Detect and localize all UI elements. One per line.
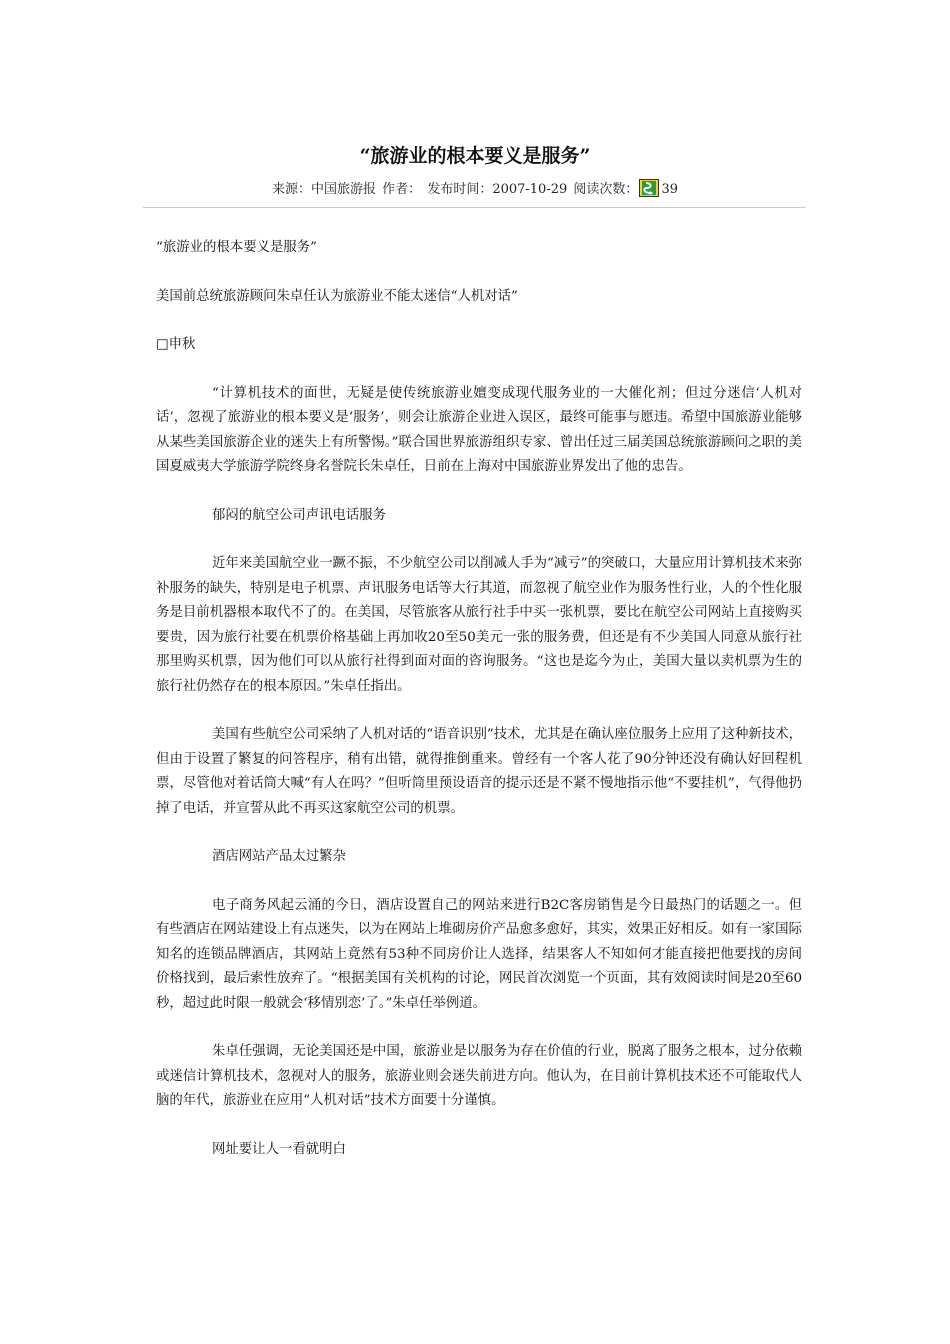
paragraph: 朱卓任强调，无论美国还是中国，旅游业是以服务为存在价值的行业，脱离了服务之根本，过分依赖或迷信计算机技术，忽视对人的服务，旅游业则会迷失前进方向。他认为，在目前计算机技术还不可能取代人脑的年代，旅游业在应用“人机对话”技术方面要十分谨慎。 <box>156 1044 802 1108</box>
green-arrow-icon <box>639 179 659 197</box>
section-heading: 酒店网站产品太过繁杂 <box>212 849 346 864</box>
article-meta <box>0 179 950 201</box>
source-label: 来源：中国旅游报 <box>272 182 377 197</box>
read-count-label: 阅读次数： <box>573 182 639 197</box>
read-count: 39 <box>661 182 678 197</box>
paragraph: 近年来美国航空业一蹶不振，不少航空公司以削减人手为“减亏”的突破口，大量应用计算机技术来弥补服务的缺失，特别是电子机票、声讯服务电话等大行其道，而忽视了航空业作为服务性行业，人的个性化服务是目前机器根本取代不了的。在美国，尽管旅客从旅行社手中买一张机票，要比在航空公司网站上直接购买要贵，因为旅行社要在机票价格基础上再加收20至50美元一张的服务费，但还是有不少美国人同意从旅行社那里购买机票，因为他们可以从旅行社得到面对面的咨询服务。“这也是迄今为止，美国大量以卖机票为生的旅行社仍然存在的根本原因。”朱卓任指出。 <box>156 556 802 694</box>
paragraph: 美国有些航空公司采纳了人机对话的“语音识别”技术，尤其是在确认座位服务上应用了这种新技术，但由于设置了繁复的问答程序，稍有出错，就得推倒重来。曾经有一个客人花了90分钟还没有确认好回程机票，尽管他对着话筒大喊“有人在吗？”但听筒里预设语音的提示还是不紧不慢地指示他“不要挂机”，气得他扔掉了电话，并宣誓从此不再买这家航空公司的机票。 <box>156 727 802 816</box>
article-body <box>156 236 802 1186</box>
section-heading: 网址要让人一看就明白 <box>212 1141 346 1157</box>
section-heading: 郁闷的航空公司声讯电话服务 <box>212 507 387 523</box>
byline: □申秋 <box>156 337 196 352</box>
author-label: 作者： <box>382 182 422 197</box>
paragraph: 美国前总统旅游顾问朱卓任认为旅游业不能太迷信“人机对话” <box>156 288 518 304</box>
paragraph: “计算机技术的面世，无疑是使传统旅游业嬗变成现代服务业的一大催化剂；但过分迷信‘人机对话’，忽视了旅游业的根本要义是‘服务’，则会让旅游企业进入误区，最终可能事与愿违。希望中国旅游业能够从某些美国旅游企业的迷失上有所警惕。”联合国世界旅游组织专家、曾出任过三届美国总统旅游顾问之职的美国夏威夷大学旅游学院终身名誉院长朱卓任，日前在上海对中国旅游业界发出了他的忠告。 <box>156 385 802 474</box>
header-divider <box>143 207 806 208</box>
paragraph: 电子商务风起云涌的今日，酒店设置自己的网站来进行B2C客房销售是今日最热门的话题之一。但有些酒店在网站建设上有点迷失，以为在网站上堆砌房价产品愈多愈好，其实，效果正好相反。如有一家国际知名的连锁品牌酒店，其网站上竟然有53种不同房价让人选择，结果客人不知如何才能直接把他要找的房间价格找到，最后索性放弃了。“根据美国有关机构的讨论，网民首次浏览一个页面，其有效阅读时间是20至60秒，超过此时限一般就会‘移情别恋’了。”朱卓任举例道。 <box>156 897 802 1011</box>
paragraph: “旅游业的根本要义是服务” <box>156 240 317 255</box>
publish-date: 发布时间：2007-10-29 <box>427 182 568 197</box>
article-title: “旅游业的根本要义是服务” <box>359 145 591 167</box>
